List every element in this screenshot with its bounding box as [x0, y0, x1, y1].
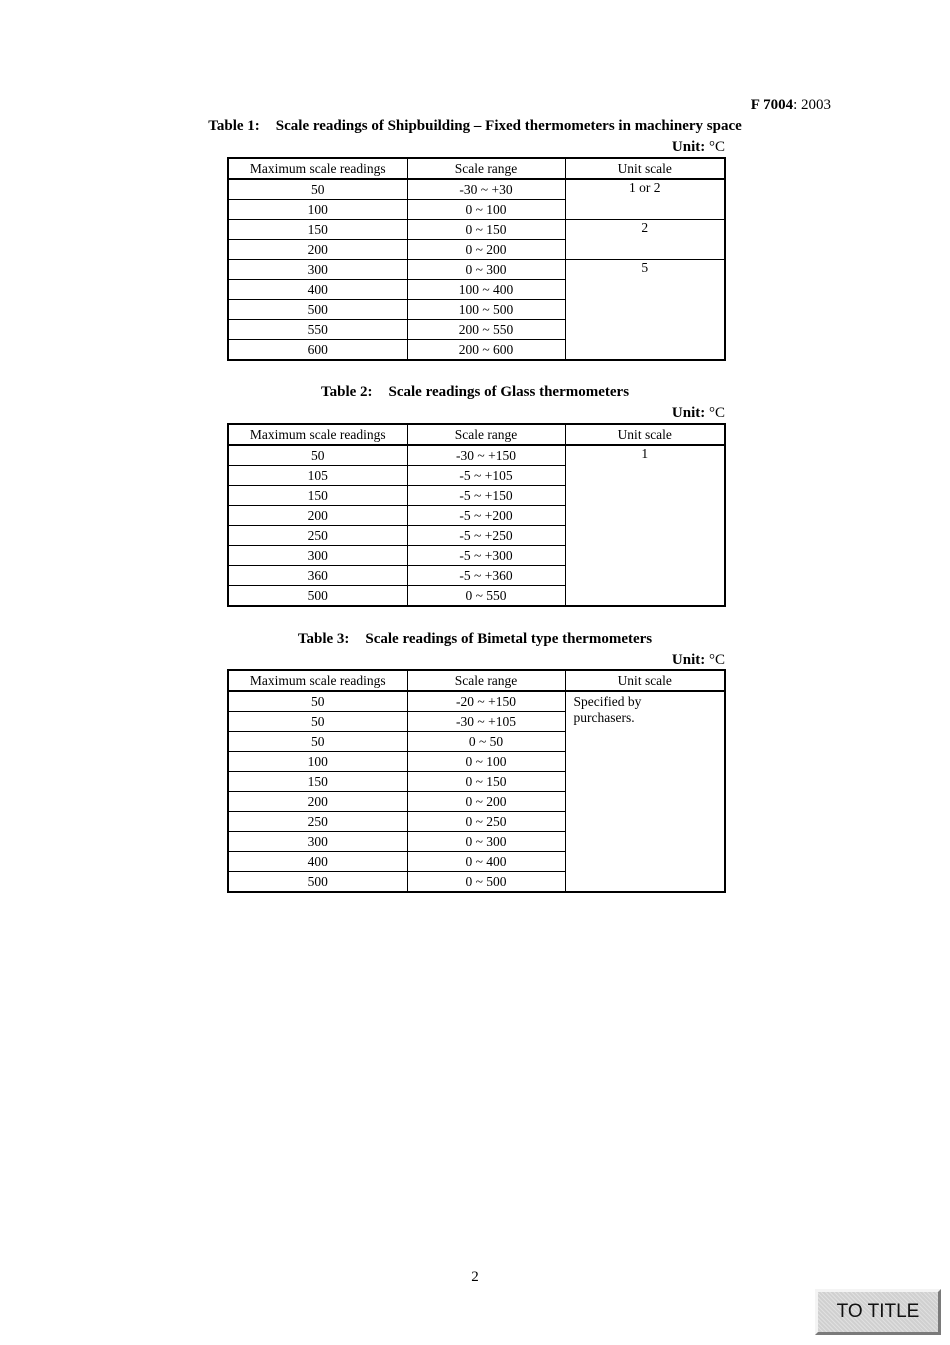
scale-range-cell: 0 ~ 500 [407, 872, 565, 893]
table-row [228, 220, 725, 240]
table-1-caption: Scale readings of Shipbuilding – Fixed thermometers in machinery space [275, 118, 742, 134]
table-header-row [228, 158, 725, 179]
max-reading-cell: 250 [228, 812, 407, 832]
table-1-title [0, 118, 950, 135]
max-reading-cell: 105 [228, 466, 407, 486]
scale-range-cell: -5 ~ +300 [407, 546, 565, 566]
table-3-unit [228, 652, 725, 669]
table-3-caption: Scale readings of Bimetal type thermometers [365, 631, 653, 647]
unit-value: °C [705, 405, 725, 421]
max-reading-cell: 150 [228, 772, 407, 792]
max-reading-cell: 500 [228, 300, 407, 320]
scale-range-cell: 0 ~ 550 [407, 586, 565, 607]
column-header: Maximum scale readings [228, 670, 407, 691]
max-reading-cell: 200 [228, 506, 407, 526]
table-3 [227, 669, 726, 893]
scale-range-cell: 0 ~ 100 [407, 752, 565, 772]
table-2 [227, 423, 726, 607]
unit-scale-cell: 1 or 2 [565, 179, 725, 220]
table-3-number: Table 3: [297, 631, 350, 647]
scale-range-cell: 0 ~ 200 [407, 792, 565, 812]
scale-range-cell: -5 ~ +250 [407, 526, 565, 546]
max-reading-cell: 150 [228, 486, 407, 506]
max-reading-cell: 50 [228, 712, 407, 732]
max-reading-cell: 200 [228, 792, 407, 812]
scale-range-cell: -5 ~ +150 [407, 486, 565, 506]
scale-range-cell: 100 ~ 500 [407, 300, 565, 320]
max-reading-cell: 50 [228, 691, 407, 712]
to-title-button[interactable]: TO TITLE [815, 1289, 941, 1335]
max-reading-cell: 300 [228, 260, 407, 280]
table-row [228, 260, 725, 280]
scale-range-cell: 0 ~ 100 [407, 200, 565, 220]
standard-year: : 2003 [793, 97, 831, 113]
table-2-caption: Scale readings of Glass thermometers [388, 384, 630, 400]
max-reading-cell: 400 [228, 280, 407, 300]
column-header: Scale range [407, 158, 565, 179]
unit-scale-cell: 5 [565, 260, 725, 361]
column-header: Unit scale [565, 670, 725, 691]
table-header-row [228, 424, 725, 445]
scale-range-cell: -20 ~ +150 [407, 691, 565, 712]
unit-scale-cell: 2 [565, 220, 725, 260]
scale-range-cell: -5 ~ +105 [407, 466, 565, 486]
table-2-title [0, 384, 950, 401]
table-2-unit [228, 405, 725, 422]
document-reference [751, 97, 831, 114]
column-header: Unit scale [565, 424, 725, 445]
table-row [228, 445, 725, 466]
unit-label: Unit: [671, 652, 706, 668]
max-reading-cell: 200 [228, 240, 407, 260]
unit-label: Unit: [671, 405, 706, 421]
max-reading-cell: 150 [228, 220, 407, 240]
column-header: Scale range [407, 670, 565, 691]
scale-range-cell: -5 ~ +200 [407, 506, 565, 526]
column-header: Maximum scale readings [228, 424, 407, 445]
table-row [228, 691, 725, 712]
scale-range-cell: 100 ~ 400 [407, 280, 565, 300]
table-1 [227, 157, 726, 361]
table-3-title [0, 631, 950, 648]
table-1-unit [228, 139, 725, 156]
max-reading-cell: 600 [228, 340, 407, 361]
table-2-number: Table 2: [320, 384, 373, 400]
scale-range-cell: 200 ~ 550 [407, 320, 565, 340]
scale-range-cell: -30 ~ +150 [407, 445, 565, 466]
scale-range-cell: 0 ~ 200 [407, 240, 565, 260]
scale-range-cell: 0 ~ 400 [407, 852, 565, 872]
scale-range-cell: -5 ~ +360 [407, 566, 565, 586]
scale-range-cell: 0 ~ 250 [407, 812, 565, 832]
max-reading-cell: 50 [228, 179, 407, 200]
scale-range-cell: -30 ~ +105 [407, 712, 565, 732]
max-reading-cell: 500 [228, 872, 407, 893]
scale-range-cell: -30 ~ +30 [407, 179, 565, 200]
table-row [228, 179, 725, 200]
column-header: Unit scale [565, 158, 725, 179]
standard-number: F 7004 [750, 97, 794, 113]
max-reading-cell: 250 [228, 526, 407, 546]
unit-value: °C [705, 139, 725, 155]
scale-range-cell: 200 ~ 600 [407, 340, 565, 361]
scale-range-cell: 0 ~ 300 [407, 260, 565, 280]
unit-label: Unit: [671, 139, 706, 155]
max-reading-cell: 50 [228, 445, 407, 466]
unit-scale-note: Specified by purchasers. [573, 694, 642, 725]
scale-range-cell: 0 ~ 150 [407, 220, 565, 240]
column-header: Scale range [407, 424, 565, 445]
page-number: 2 [471, 1269, 479, 1285]
scale-range-cell: 0 ~ 150 [407, 772, 565, 792]
max-reading-cell: 550 [228, 320, 407, 340]
scale-range-cell: 0 ~ 50 [407, 732, 565, 752]
max-reading-cell: 360 [228, 566, 407, 586]
max-reading-cell: 400 [228, 852, 407, 872]
unit-value: °C [705, 652, 725, 668]
scale-range-cell: 0 ~ 300 [407, 832, 565, 852]
column-header: Maximum scale readings [228, 158, 407, 179]
max-reading-cell: 100 [228, 200, 407, 220]
table-1-number: Table 1: [208, 118, 260, 134]
max-reading-cell: 300 [228, 832, 407, 852]
max-reading-cell: 100 [228, 752, 407, 772]
max-reading-cell: 50 [228, 732, 407, 752]
unit-scale-cell [565, 691, 725, 892]
table-header-row [228, 670, 725, 691]
max-reading-cell: 500 [228, 586, 407, 607]
max-reading-cell: 300 [228, 546, 407, 566]
unit-scale-cell: 1 [565, 445, 725, 606]
